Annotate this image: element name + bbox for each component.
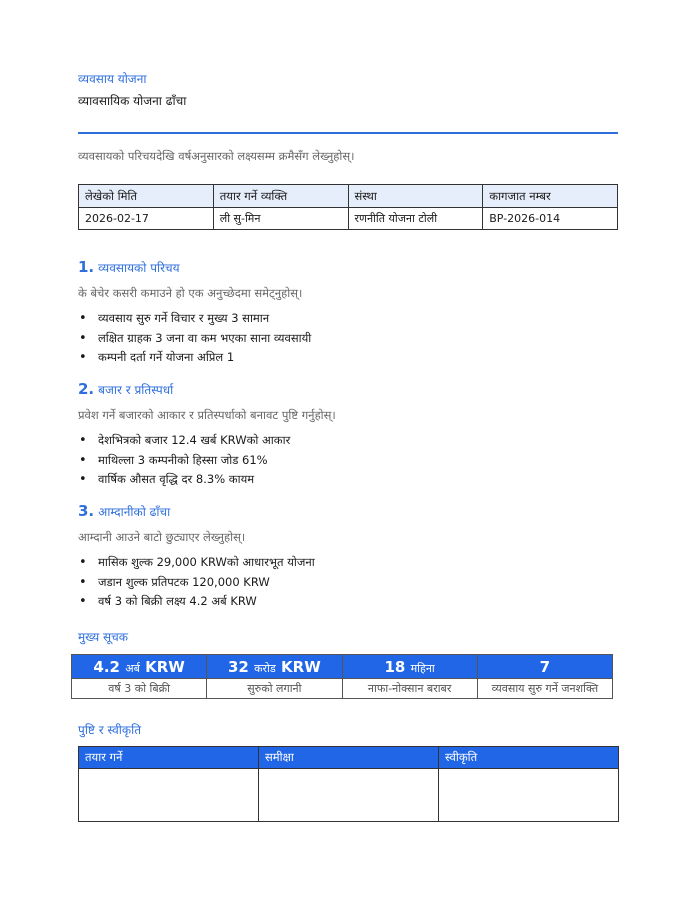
approval-header-review: समीक्षा: [259, 747, 439, 769]
kpi-suffix: KRW: [145, 657, 185, 676]
meta-value-docno: BP-2026-014: [483, 208, 618, 230]
list-item: • जडान शुल्क प्रतिपटक 120,000 KRW: [78, 573, 315, 593]
meta-header-date: लेखेको मिति: [79, 185, 214, 208]
approval-table: [78, 746, 619, 822]
section-number: 1.: [78, 258, 95, 276]
meta-header-row: [79, 185, 618, 208]
document-intro: व्यवसायको परिचयदेखि वर्षअनुसारको लक्ष्यसम्म क्रमैसँग लेख्नुहोस्।: [78, 149, 355, 163]
kpi-table: [71, 654, 613, 699]
meta-value-author: ली सु-मिन: [213, 208, 348, 230]
meta-table: [78, 184, 618, 230]
meta-header-author: तयार गर्ने व्यक्ति: [213, 185, 348, 208]
kpi-label-staff: व्यवसाय सुरु गर्ने जनशक्ति: [477, 679, 612, 699]
section-number: 2.: [78, 380, 95, 398]
kpi-unit: महिना: [410, 661, 435, 675]
section-list-3: [78, 553, 315, 612]
list-item: • वार्षिक औसत वृद्धि दर 8.3% कायम: [78, 470, 290, 490]
meta-header-docno: कागजात नम्बर: [483, 185, 618, 208]
approval-header-row: [79, 747, 619, 769]
meta-value-date: 2026-02-17: [79, 208, 214, 230]
kpi-value-row: [72, 655, 613, 679]
list-item: • व्यवसाय सुरु गर्ने विचार र मुख्य 3 सामान: [78, 309, 311, 329]
list-item: • लक्षित ग्राहक 3 जना वा कम भएका साना व्यवसायी: [78, 329, 311, 349]
list-item: • वर्ष 3 को बिक्री लक्ष्य 4.2 अर्ब KRW: [78, 592, 315, 612]
kpi-unit: अर्ब: [125, 661, 140, 675]
section-heading-2: [78, 380, 173, 398]
kpi-value: 4.2: [93, 657, 120, 676]
section-heading-1: [78, 258, 180, 276]
section-heading-3: [78, 502, 170, 520]
kpi-value-breakeven: [342, 655, 477, 679]
kpi-suffix: KRW: [281, 657, 321, 676]
section-description: के बेचेर कसरी कमाउने हो एक अनुच्छेदमा समेट्नुहोस्।: [78, 286, 303, 300]
kpi-label-sales: वर्ष 3 को बिक्री: [72, 679, 207, 699]
approval-signature-row: [79, 769, 619, 822]
section-list-1: [78, 309, 311, 368]
list-item: • मासिक शुल्क 29,000 KRWको आधारभूत योजना: [78, 553, 315, 573]
approval-heading: पुष्टि र स्वीकृति: [78, 723, 142, 737]
signature-cell-prepared[interactable]: [79, 769, 259, 822]
section-title: बजार र प्रतिस्पर्धा: [98, 383, 174, 397]
section-description: आम्दानी आउने बाटो छुट्याएर लेख्नुहोस्।: [78, 530, 246, 544]
list-item: • देशभित्रको बजार 12.4 खर्ब KRWको आकार: [78, 431, 290, 451]
kpi-label-row: [72, 679, 613, 699]
approval-header-prepared: तयार गर्ने: [79, 747, 259, 769]
list-item: • माथिल्ला 3 कम्पनीको हिस्सा जोड 61%: [78, 451, 290, 471]
section-title: व्यवसायको परिचय: [98, 261, 180, 275]
document-title: व्यावसायिक योजना ढाँचा: [78, 94, 187, 108]
kpi-value-investment: [207, 655, 342, 679]
kpi-value: 32: [227, 657, 249, 676]
kpi-value-staff: [477, 655, 612, 679]
section-number: 3.: [78, 502, 95, 520]
signature-cell-approve[interactable]: [439, 769, 619, 822]
kpi-label-breakeven: नाफा-नोक्सान बराबर: [342, 679, 477, 699]
approval-header-approve: स्वीकृति: [439, 747, 619, 769]
kpi-value: 7: [539, 657, 551, 676]
signature-cell-review[interactable]: [259, 769, 439, 822]
meta-value-org: रणनीति योजना टोली: [348, 208, 483, 230]
kpi-value: 18: [384, 657, 406, 676]
header-divider: [78, 132, 618, 134]
meta-value-row: [79, 208, 618, 230]
kpi-value-sales: [72, 655, 207, 679]
document-type-label: व्यवसाय योजना: [78, 72, 147, 86]
kpi-unit: करोड: [254, 661, 276, 675]
section-description: प्रवेश गर्ने बजारको आकार र प्रतिस्पर्धाको बनावट पुष्टि गर्नुहोस्।: [78, 408, 336, 422]
kpi-heading: मुख्य सूचक: [78, 630, 128, 644]
section-title: आम्दानीको ढाँचा: [98, 505, 171, 519]
meta-header-org: संस्था: [348, 185, 483, 208]
kpi-label-investment: सुरुको लगानी: [207, 679, 342, 699]
list-item: • कम्पनी दर्ता गर्ने योजना अप्रिल 1: [78, 348, 311, 368]
section-list-2: [78, 431, 290, 490]
